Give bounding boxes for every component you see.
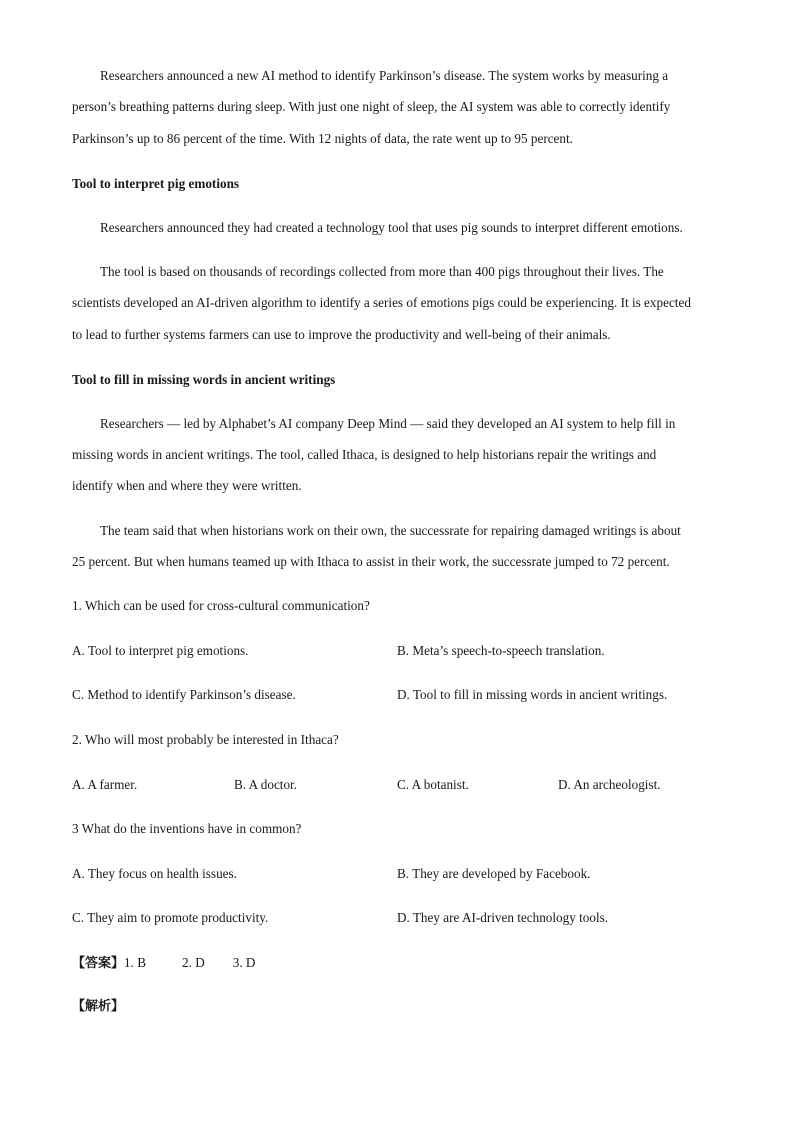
passage-line: 25 percent. But when humans teamed up with Ithaca to assist in their work, the successrate jumped to 72 percent. bbox=[72, 554, 670, 569]
question-option: B. Meta’s speech-to-speech translation. bbox=[397, 643, 605, 658]
question-option: D. They are AI-driven technology tools. bbox=[397, 910, 609, 925]
question-stem: 1. Which can be used for cross-cultural communication? bbox=[72, 598, 370, 613]
passage-line: to lead to further systems farmers can use to improve the productivity and well-being of their animals. bbox=[72, 327, 611, 342]
section-heading: Tool to interpret pig emotions bbox=[72, 176, 240, 191]
answer-row bbox=[72, 954, 255, 973]
question-option: D. Tool to fill in missing words in ancient writings. bbox=[397, 687, 668, 702]
section-heading: Tool to fill in missing words in ancient writings bbox=[72, 372, 336, 387]
question-option: B. A doctor. bbox=[234, 777, 298, 792]
question-option: B. They are developed by Facebook. bbox=[397, 866, 591, 881]
question-option: C. Method to identify Parkinson’s disease. bbox=[72, 687, 296, 702]
passage-line: The tool is based on thousands of recordings collected from more than 400 pigs throughout their lives. The bbox=[100, 264, 664, 279]
passage-line: Researchers announced they had created a technology tool that uses pig sounds to interpret different emotions. bbox=[100, 220, 683, 235]
question-option: A. Tool to interpret pig emotions. bbox=[72, 643, 249, 658]
answer-item: 1. B bbox=[124, 955, 146, 970]
passage-line: The team said that when historians work on their own, the successrate for repairing damaged writings is about bbox=[100, 523, 681, 538]
question-option: D. An archeologist. bbox=[558, 777, 661, 792]
passage-line: identify when and where they were written. bbox=[72, 478, 302, 493]
question-option: C. They aim to promote productivity. bbox=[72, 910, 269, 925]
answer-item: 2. D bbox=[182, 955, 205, 970]
passage-line bbox=[72, 67, 722, 85]
passage-text: Researchers announced a new AI method to identify Parkinson’s disease. The system works by measuring a bbox=[100, 68, 669, 83]
question-stem: 3 What do the inventions have in common? bbox=[72, 821, 302, 836]
analysis-label: 【解析】 bbox=[72, 999, 125, 1014]
answer-label: 【答案】 bbox=[72, 956, 125, 971]
passage-line: missing words in ancient writings. The tool, called Ithaca, is designed to help historians repair the writings and bbox=[72, 447, 657, 462]
passage-line: Parkinson’s up to 86 percent of the time. With 12 nights of data, the rate went up to 95 percent. bbox=[72, 131, 573, 146]
passage-line: Researchers — led by Alphabet’s AI company Deep Mind — said they developed an AI system to help fill in bbox=[100, 416, 676, 431]
question-option: A. A farmer. bbox=[72, 777, 138, 792]
question-option: A. They focus on health issues. bbox=[72, 866, 237, 881]
question-stem: 2. Who will most probably be interested in Ithaca? bbox=[72, 732, 339, 747]
passage-line: person’s breathing patterns during sleep. With just one night of sleep, the AI system was able to correctly identify bbox=[72, 99, 671, 114]
passage-line: scientists developed an AI-driven algorithm to identify a series of emotions pigs could be experiencing. It is expected bbox=[72, 295, 691, 310]
question-option: C. A botanist. bbox=[397, 777, 469, 792]
answer-item: 3. D bbox=[232, 955, 256, 970]
